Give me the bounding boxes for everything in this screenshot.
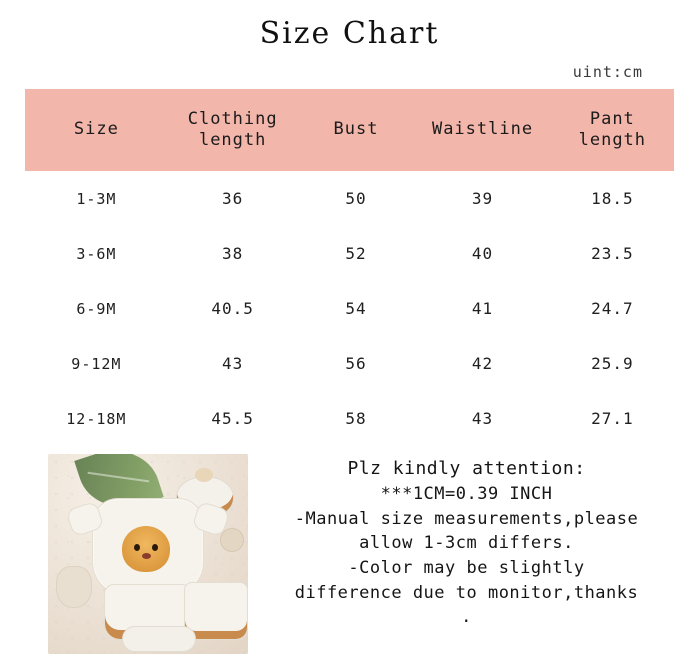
rattle-decoration xyxy=(220,528,244,552)
table-row xyxy=(25,171,674,226)
cell-size: 9-12M xyxy=(71,354,122,373)
cell-bust: 54 xyxy=(345,299,367,318)
product-photo xyxy=(48,454,248,654)
cell-clothing-length: 36 xyxy=(222,189,244,208)
note-line: Plz kindly attention: xyxy=(347,458,586,479)
cell-size: 3-6M xyxy=(76,244,117,263)
note-line: -Manual size measurements,please xyxy=(294,508,639,529)
cell-clothing-length: 38 xyxy=(222,244,244,263)
column-header-bust: Bust xyxy=(298,89,415,171)
attention-notes xyxy=(248,454,667,630)
baby-shoes xyxy=(122,626,196,652)
cell-size: 1-3M xyxy=(76,189,117,208)
table-row xyxy=(25,226,674,281)
cell-waistline: 40 xyxy=(471,244,494,263)
cell-bust: 56 xyxy=(345,354,367,373)
cell-clothing-length: 45.5 xyxy=(211,409,254,428)
lion-eye-right xyxy=(152,544,158,551)
table-row xyxy=(25,281,674,336)
note-line: . xyxy=(461,607,472,628)
size-table xyxy=(25,89,674,446)
table-header xyxy=(25,89,674,171)
cell-size: 6-9M xyxy=(76,299,117,318)
table-row xyxy=(25,391,674,446)
cell-waistline: 41 xyxy=(471,299,494,318)
toy-decoration xyxy=(56,566,92,608)
cell-pant-length: 24.7 xyxy=(591,299,634,318)
lion-nose xyxy=(142,553,151,559)
cell-pant-length: 18.5 xyxy=(591,189,634,208)
cell-waistline: 42 xyxy=(471,354,494,373)
cell-bust: 58 xyxy=(345,409,367,428)
cell-waistline: 39 xyxy=(471,189,494,208)
table-row xyxy=(25,336,674,391)
lion-print xyxy=(122,526,170,572)
page-title: Size Chart xyxy=(259,16,440,51)
note-line: difference due to monitor,thanks xyxy=(294,582,639,603)
cell-pant-length: 27.1 xyxy=(591,409,634,428)
table-body xyxy=(25,171,674,446)
note-line: ***1CM=0.39 INCH xyxy=(380,484,553,505)
cell-bust: 50 xyxy=(345,189,367,208)
unit-label: uint:cm xyxy=(572,63,643,81)
cell-bust: 52 xyxy=(345,244,367,263)
table-header-row xyxy=(25,89,674,171)
cell-pant-length: 23.5 xyxy=(591,244,634,263)
cell-clothing-length: 43 xyxy=(222,354,244,373)
cell-size: 12-18M xyxy=(66,409,127,428)
column-header-waistline: Waistline xyxy=(414,89,550,171)
cell-clothing-length: 40.5 xyxy=(211,299,254,318)
bottom-section xyxy=(0,454,699,654)
note-line: allow 1-3cm differs. xyxy=(359,533,574,554)
column-header-pant-length: Pant length xyxy=(551,89,674,171)
cell-pant-length: 25.9 xyxy=(591,354,634,373)
column-header-clothing-length: Clothing length xyxy=(168,89,298,171)
cell-waistline: 43 xyxy=(471,409,494,428)
note-line: -Color may be slightly xyxy=(348,558,585,579)
lion-eye-left xyxy=(134,544,140,551)
column-header-size: Size xyxy=(25,89,168,171)
